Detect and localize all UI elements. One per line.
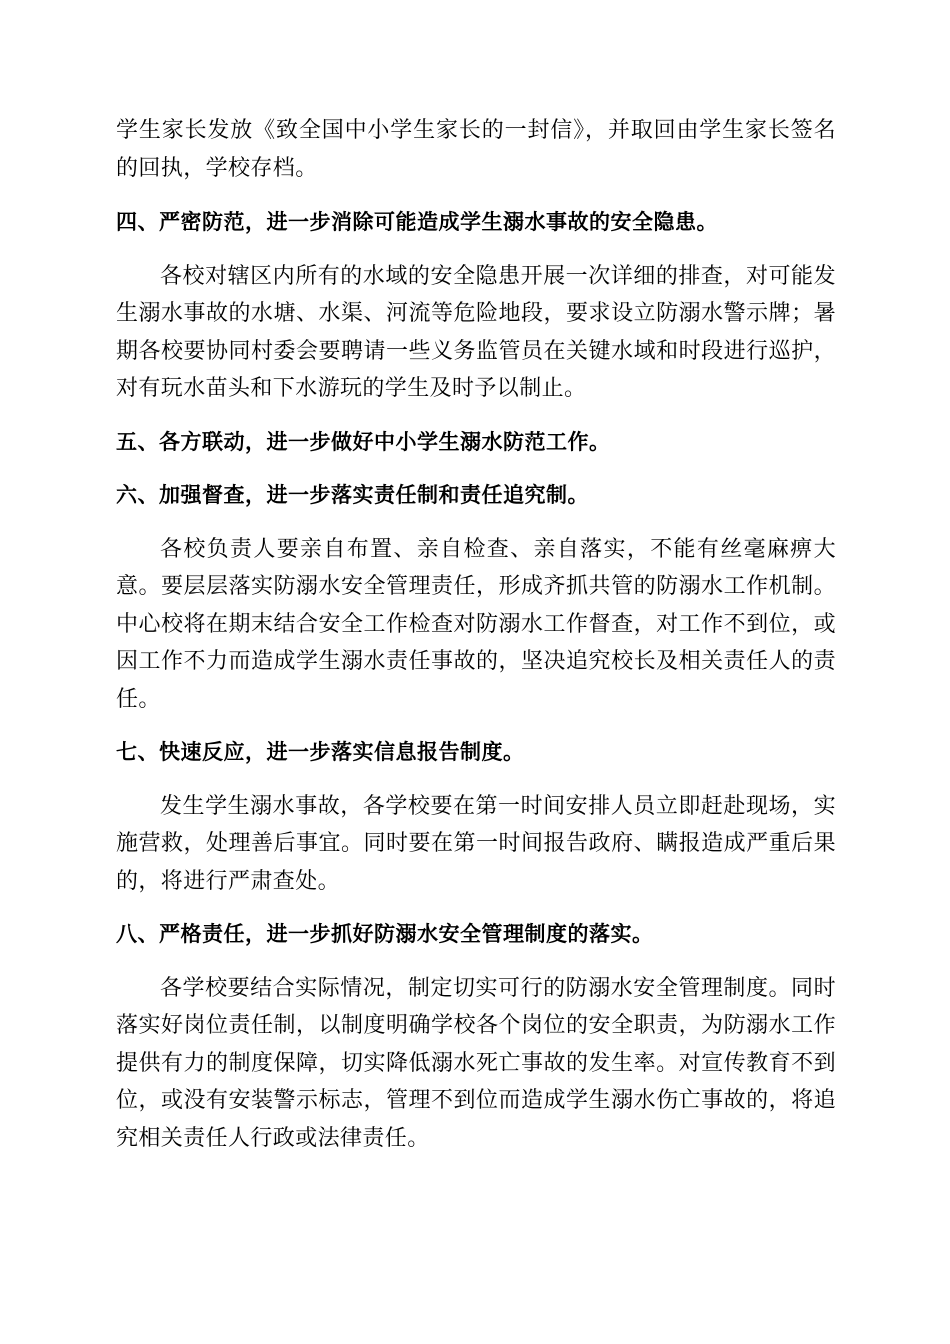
document-page: [116, 112, 836, 1157]
paragraph-section-4: 各校对辖区内所有的水域的安全隐患开展一次详细的排查，对可能发生溺水事故的水塘、水渠、河流等危险地段，要求设立防溺水警示牌；暑期各校要协同村委会要聘请一些义务监管员在关键水域和时段进行巡护，对有玩水苗头和下水游玩的学生及时予以制止。: [116, 263, 836, 401]
paragraph-section-8: 各学校要结合实际情况，制定切实可行的防溺水安全管理制度。同时落实好岗位责任制，以制度明确学校各个岗位的安全职责，为防溺水工作提供有力的制度保障，切实降低溺水死亡事故的发生率。对宣传教育不到位，或没有安装警示标志，管理不到位而造成学生溺水伤亡事故的，将追究相关责任人行政或法律责任。: [116, 975, 836, 1151]
heading-section-5: 五、各方联动，进一步做好中小学生溺水防范工作。: [116, 429, 611, 454]
paragraph-parent-letter: 学生家长发放《致全国中小学生家长的一封信》，并取回由学生家长签名的回执，学校存档。: [116, 118, 836, 181]
paragraph-section-7: 发生学生溺水事故，各学校要在第一时间安排人员立即赶赴现场，实施营救，处理善后事宜。同时要在第一时间报告政府、瞒报造成严重后果的，将进行严肃查处。: [116, 793, 836, 894]
heading-section-8: 八、严格责任，进一步抓好防溺水安全管理制度的落实。: [116, 922, 654, 946]
heading-section-6: 六、加强督查，进一步落实责任制和责任追究制。: [116, 483, 589, 507]
heading-section-7: 七、快速反应，进一步落实信息报告制度。: [116, 740, 525, 764]
paragraph-section-6: 各校负责人要亲自布置、亲自检查、亲自落实，不能有丝毫麻痹大意。要层层落实防溺水安全管理责任，形成齐抓共管的防溺水工作机制。中心校将在期末结合安全工作检查对防溺水工作督查，对工作不到位，或因工作不力而造成学生溺水责任事故的，坚决追究校长及相关责任人的责任。: [116, 536, 836, 712]
heading-section-4: 四、严密防范，进一步消除可能造成学生溺水事故的安全隐患。: [116, 210, 718, 234]
